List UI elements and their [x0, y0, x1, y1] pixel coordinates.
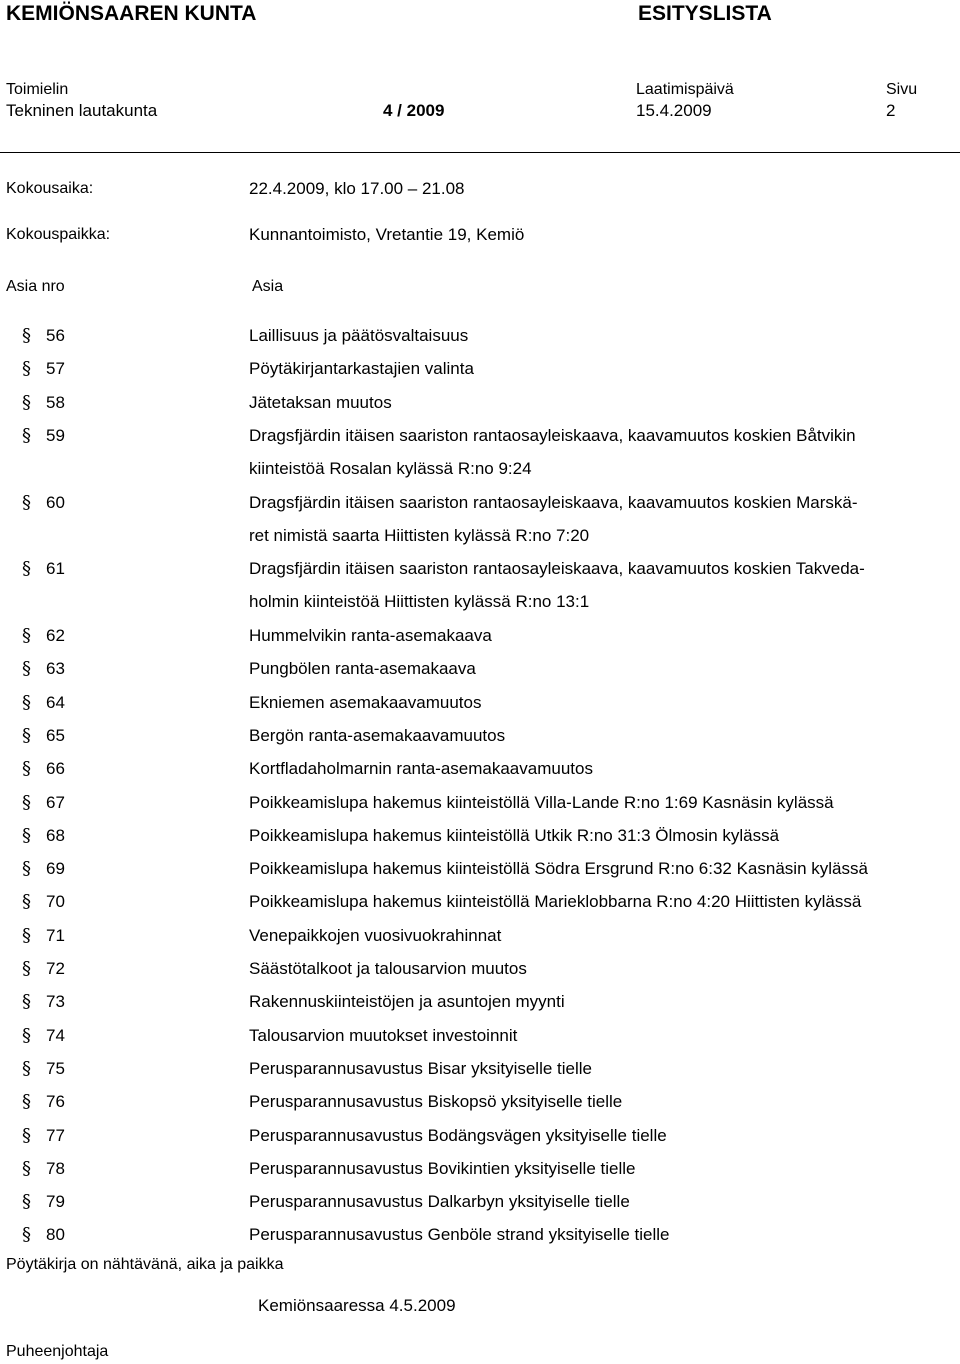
section-sign: §	[22, 1057, 31, 1079]
agenda-item-number: 66	[46, 759, 65, 779]
page-number: 2	[886, 101, 896, 120]
agenda-item-number: 71	[46, 925, 65, 945]
agenda-item	[0, 1086, 960, 1120]
agenda-item-number: 77	[46, 1125, 65, 1145]
agenda-item-title: Perusparannusavustus Dalkarbyn yksityiselle tielle	[249, 1192, 630, 1212]
agenda-item	[0, 653, 960, 687]
agenda-item	[0, 387, 960, 421]
section-sign: §	[22, 658, 31, 680]
agenda-item-number: 74	[46, 1025, 65, 1045]
agenda-item	[0, 620, 960, 654]
agenda-item	[0, 1053, 960, 1087]
agenda-item-title: Perusparannusavustus Biskopsö yksityiselle tielle	[249, 1092, 623, 1112]
agenda-item-number: 67	[46, 792, 65, 812]
agenda-item-number: 75	[46, 1058, 65, 1078]
agenda-item	[0, 720, 960, 754]
document-type: ESITYSLISTA	[638, 2, 772, 25]
section-sign: §	[22, 391, 31, 413]
section-sign: §	[22, 958, 31, 979]
agenda-item	[0, 420, 960, 486]
agenda-item-title: Jätetaksan muutos	[249, 392, 392, 412]
agenda-item-number: 59	[46, 425, 65, 445]
agenda-item	[0, 553, 960, 619]
section-sign: §	[22, 1024, 31, 1046]
agenda-item-number: 65	[46, 725, 65, 745]
agenda-item-title: Perusparannusavustus Bodängsvägen yksityiselle tielle	[249, 1125, 667, 1145]
agenda-item-number: 78	[46, 1158, 65, 1178]
agenda-item	[0, 853, 960, 887]
agenda-item	[0, 487, 960, 553]
agenda-item-title: Rakennuskiinteistöjen ja asuntojen myynti	[249, 992, 565, 1012]
agenda-item	[0, 986, 960, 1020]
agenda-item-title: Perusparannusavustus Bovikintien yksityiselle tielle	[249, 1158, 636, 1178]
prepared-date: 15.4.2009	[636, 101, 712, 120]
organ-name: Tekninen lautakunta	[6, 101, 158, 120]
agenda-item-title-continued: holmin kiinteistöä Hiittisten kylässä R:no 13:1	[249, 592, 590, 612]
section-sign: §	[22, 325, 31, 346]
agenda-item-number: 76	[46, 1092, 65, 1112]
agenda-item-number: 60	[46, 492, 65, 512]
page-label: Sivu	[886, 81, 918, 98]
agenda-item-number: 56	[46, 326, 65, 345]
section-sign: §	[22, 891, 31, 913]
agenda-item-title-continued: ret nimistä saarta Hiittisten kylässä R:no 7:20	[249, 525, 590, 545]
section-sign: §	[22, 791, 31, 813]
section-sign: §	[22, 1124, 31, 1146]
agenda-item-number: 68	[46, 825, 65, 845]
section-sign: §	[22, 1157, 31, 1179]
agenda-item-number: 70	[46, 892, 65, 912]
agenda-item	[0, 886, 960, 920]
agenda-item	[0, 1020, 960, 1054]
agenda-item	[0, 353, 960, 387]
section-sign: §	[22, 924, 31, 946]
agenda-item-title: Dragsfjärdin itäisen saariston rantaosayleiskaava, kaavamuutos koskien Marskä-	[249, 492, 858, 512]
availability-label: Pöytäkirja on nähtävänä, aika ja paikka	[6, 1256, 284, 1273]
agenda-item-number: 79	[46, 1192, 65, 1212]
agenda-item	[0, 687, 960, 721]
agenda-item-number: 72	[46, 959, 65, 978]
section-sign: §	[22, 758, 31, 780]
agenda-item-number: 57	[46, 359, 65, 379]
meeting-place: Kunnantoimisto, Vretantie 19, Kemiö	[249, 225, 525, 244]
section-sign: §	[22, 625, 31, 646]
agenda-item	[0, 820, 960, 854]
agenda-item-title-continued: kiinteistöä Rosalan kylässä R:no 9:24	[249, 458, 532, 478]
column-header-asia: Asia	[252, 278, 284, 295]
agenda-item	[0, 1186, 960, 1220]
section-sign: §	[22, 558, 31, 580]
agenda-item-number: 62	[46, 626, 65, 645]
section-sign: §	[22, 724, 31, 746]
section-sign: §	[22, 1191, 31, 1213]
meeting-time: 22.4.2009, klo 17.00 – 21.08	[249, 179, 465, 198]
meeting-time-label: Kokousaika:	[6, 180, 94, 197]
agenda-item-title: Perusparannusavustus Genböle strand yksityiselle tielle	[249, 1225, 670, 1245]
agenda-item-number: 64	[46, 692, 65, 712]
agenda-item-title: Pöytäkirjantarkastajien valinta	[249, 359, 474, 379]
agenda-item	[0, 320, 960, 354]
agenda-item-title: Talousarvion muutokset investoinnit	[249, 1025, 518, 1045]
section-sign: §	[22, 858, 31, 880]
section-sign: §	[22, 358, 31, 380]
agenda-item-title: Poikkeamislupa hakemus kiinteistöllä Södra Ersgrund R:no 6:32 Kasnäsin kylässä	[249, 859, 868, 879]
agenda-item-title: Poikkeamislupa hakemus kiinteistöllä Villa-Lande R:no 1:69 Kasnäsin kylässä	[249, 792, 834, 812]
agenda-item-title: Poikkeamislupa hakemus kiinteistöllä Utkik R:no 31:3 Ölmosin kylässä	[249, 825, 780, 845]
agenda-item-title: Bergön ranta-asemakaavamuutos	[249, 725, 506, 745]
agenda-item	[0, 1219, 960, 1253]
agenda-item-number: 61	[46, 559, 65, 579]
agenda-item-number: 80	[46, 1225, 65, 1245]
agenda-item-title: Perusparannusavustus Bisar yksityiselle tielle	[249, 1058, 592, 1078]
agenda-item-title: Venepaikkojen vuosivuokrahinnat	[249, 925, 502, 945]
agenda-item-title: Säästötalkoot ja talousarvion muutos	[249, 959, 527, 978]
section-sign: §	[22, 1224, 31, 1246]
municipality-name: KEMIÖNSAAREN KUNTA	[6, 2, 257, 25]
agenda-item	[0, 1120, 960, 1154]
agenda-item	[0, 753, 960, 787]
date-label: Laatimispäivä	[636, 81, 734, 98]
column-header-nro: Asia nro	[6, 278, 65, 295]
agenda-item-title: Dragsfjärdin itäisen saariston rantaosayleiskaava, kaavamuutos koskien Båtvikin	[249, 425, 856, 445]
agenda-item-number: 69	[46, 859, 65, 879]
agenda-item-title: Laillisuus ja päätösvaltaisuus	[249, 326, 469, 345]
agenda-item-title: Ekniemen asemakaavamuutos	[249, 692, 482, 712]
header-divider	[0, 152, 960, 153]
availability-value: Kemiönsaaressa 4.5.2009	[258, 1296, 456, 1315]
agenda-item-title: Pungbölen ranta-asemakaava	[249, 659, 476, 679]
agenda-item-title: Dragsfjärdin itäisen saariston rantaosayleiskaava, kaavamuutos koskien Takveda-	[249, 559, 865, 579]
meeting-number: 4 / 2009	[383, 101, 445, 120]
agenda-item-title: Hummelvikin ranta-asemakaava	[249, 626, 492, 645]
agenda-item	[0, 953, 960, 987]
section-sign: §	[22, 991, 31, 1013]
agenda-item-number: 73	[46, 992, 65, 1012]
section-sign: §	[22, 824, 31, 846]
section-sign: §	[22, 424, 31, 446]
organ-label: Toimielin	[6, 81, 69, 98]
chair-label: Puheenjohtaja	[6, 1343, 109, 1360]
agenda-item	[0, 920, 960, 954]
agenda-item	[0, 1153, 960, 1187]
section-sign: §	[22, 1091, 31, 1113]
section-sign: §	[22, 491, 31, 513]
agenda-item-title: Kortfladaholmarnin ranta-asemakaavamuutos	[249, 759, 593, 779]
meeting-place-label: Kokouspaikka:	[6, 226, 111, 243]
section-sign: §	[22, 691, 31, 713]
agenda-item	[0, 787, 960, 821]
agenda-item-number: 58	[46, 392, 65, 412]
agenda-item-title: Poikkeamislupa hakemus kiinteistöllä Marieklobbarna R:no 4:20 Hiittisten kylässä	[249, 892, 862, 912]
agenda-item-number: 63	[46, 659, 65, 679]
